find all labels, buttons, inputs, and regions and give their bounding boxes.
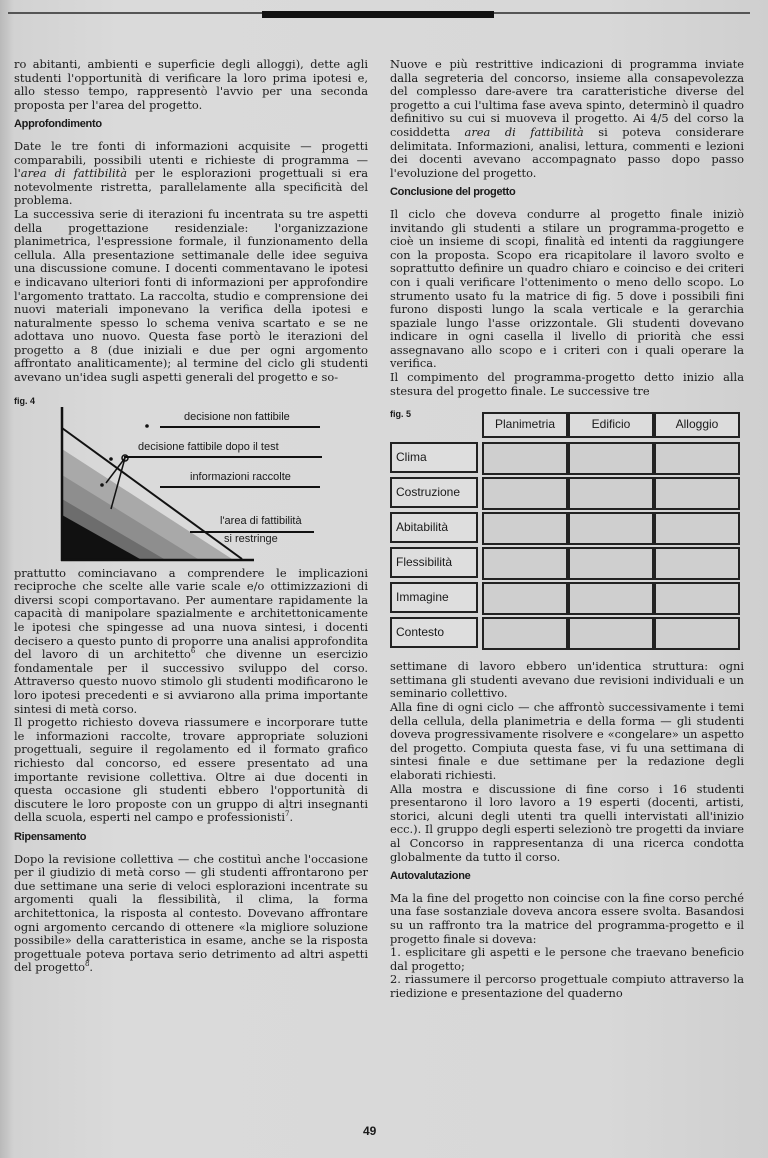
figure-label: fig. 4: [14, 395, 36, 406]
paragraph: La successiva serie di iterazioni fu incentrata su tre aspetti della progettazione residenziale: l'organizzazione planimetrica, l'espressione formale, il funzionamento della cellula. Alla presentazione settimanale delle idee seguiva una discussione comune. I docenti commentavano le ipotesi e indicavano ulteriori fonti di informazioni per approfondire l'argomento trattato. La raccolta, studio e comprensione dei nuovi materiali imponevano la verifica della ipotesi e naturalmente spesso lo schema veniva scartato e se ne adottava uno nuovo. Questa fase portò le iterazioni del progetto a 8 (due iniziali e due per ogni argomento affrontato analiticamente); al termine del ciclo gli studenti avevano un'idea sugli aspetti generali del progetto e so-: [14, 206, 368, 385]
figure-label: fig. 5: [390, 409, 412, 420]
paragraph: Il compimento del programma-progetto detto inizio alla stesura del progetto finale. Le successive tre: [390, 370, 744, 398]
paragraph: Dopo la revisione collettiva — che costituì anche l'occasione per il giudizio di metà corso — gli studenti affrontarono per due settimane una serie di veloci esplorazioni incentrate su argomenti quali la flessibilità, il clima, la forma architettonica, la risposta al contesto. Dovevano affrontare ogni argomento cercando di ottenere «la migliore soluzione possibile» della caratteristica in esame, anche se la risposta progettuale poteva portava serio detrimento ad altri aspetti del progetto$^8$.: [14, 851, 368, 975]
emphasis: area di fattibilità: [20, 166, 128, 181]
matrix-cell: [482, 547, 568, 580]
paragraph: Alla mostra e discussione di fine corso i 16 studenti presentarono il loro lavoro a 19 esperti (docenti, artisti, storici, alcuni degli utenti tra quelli intervistati all'inizio ecc.). Il gruppo degli esperti selezionò tre progetti da inviare al Concorso in rappresentanza di una ricerca condotta globalmente da tutto il corso.: [390, 781, 744, 864]
label-narrows: si restringe: [224, 532, 278, 545]
matrix-cell: [654, 512, 740, 545]
matrix-cell: [568, 582, 654, 615]
paragraph: Date le tre fonti di informazioni acquisite — progetti comparabili, possibili utenti e richieste di programma — l'area di fattibilità per le esplorazioni progettuali si era notevolmente ristretta, parallelamente alla specificità del problema.: [14, 138, 369, 208]
matrix-cell: [654, 547, 740, 580]
matrix-cell: [568, 442, 654, 475]
point: [100, 483, 104, 487]
matrix-cell: [654, 582, 740, 615]
matrix-row-label: Immagine: [390, 582, 478, 613]
section-heading-autovalutazione: Autovalutazione: [390, 870, 471, 883]
emphasis: area di fattibilità: [464, 124, 584, 139]
point: [109, 457, 113, 461]
list-item: 2. riassumere il percorso progettuale compiuto attraverso la riedizione e presentazione del quaderno: [390, 972, 744, 1000]
figure-5: [390, 408, 744, 660]
section-heading-ripensamento: Ripensamento: [14, 830, 87, 843]
matrix-cell: [568, 477, 654, 510]
page-number: 49: [363, 1124, 377, 1138]
right-column: [390, 58, 744, 1001]
matrix-cell: [654, 617, 740, 650]
left-column: [14, 58, 368, 975]
label-information-gathered: informazioni raccolte: [190, 470, 291, 483]
section-heading-approfondimento: Approfondimento: [14, 118, 102, 131]
matrix-cell: [482, 512, 568, 545]
matrix-cell: [654, 477, 740, 510]
footnote-ref: 7: [284, 810, 290, 819]
matrix-column-header: Alloggio: [654, 412, 740, 438]
matrix-column-header: Planimetria: [482, 412, 568, 438]
section-heading-conclusione: Conclusione del progetto: [390, 186, 516, 199]
matrix-cell: [482, 582, 568, 615]
paragraph: Il ciclo che doveva condurre al progetto finale iniziò invitando gli studenti a stilare un programma-progetto e cioè un insieme di scopi, finalità ed intenti da raggiungere con la proposta. Scopo era ricapitolare il lavoro svolto e soprattutto definire un quadro chiaro e coinciso e dei criteri con i quali verificare l'ottenimento o meno dello scopo. Lo strumento usato fu la matrice di fig. 5 dove i possibili fini furono disposti lungo la scala verticale e la gerarchia spaziale lungo l'asse orizzontale. Gli studenti dovevano indicare in ogni casella il livello di priorità che essi assegnavano allo scopo e i criteri con i quali operare la verifica.: [390, 206, 744, 371]
matrix-column-header: Edificio: [568, 412, 654, 438]
matrix-cell: [482, 477, 568, 510]
list-item: 1. esplicitare gli aspetti e le persone che traevano beneficio dal progetto;: [390, 945, 744, 973]
matrix-cell: [482, 442, 568, 475]
matrix-row-label: Clima: [390, 442, 478, 473]
matrix-row-label: Flessibilità: [390, 547, 478, 578]
paragraph: Il progetto richiesto doveva riassumere e incorporare tutte le informazioni raccolte, trovare appropriate soluzioni progettuali, seguire il regolamento ed il formato grafico richiesto dal concorso, ed essere presentato ad una importante revisione collettiva. Oltre ai due docenti in questa occasione gli studenti ebbero l'opportunità di discutere le loro proposte con un gruppo di altri insegnanti della scuola, esperti nel campo e professionisti$^7$.: [14, 715, 368, 825]
matrix-row-label: Abitabilità: [390, 512, 478, 543]
matrix-cell: [568, 512, 654, 545]
paragraph: prattutto cominciavano a comprendere le implicazioni reciproche che scelte alle varie scale e/o ottimizzazioni di diversi scopi comportavano. Per aumentare rapidamente la capacità di manipolare spazialmente e architettonicamente le ipotesi che spingesse ad una nuova sintesi, i docenti decisero a questo punto di proporre una analisi approfondita del lavoro di un architetto$^6$ che divenne un esercizio fondamentale per il successivo sviluppo del corso. Attraverso questo nuovo stimolo gli studenti modificarono le loro ipotesi precedenti e si avviarono alla prima importante sintesi di metà corso.: [14, 565, 368, 716]
paragraph: settimane di lavoro ebbero un'identica struttura: ogni settimana gli studenti avevano due revisioni individuali e un seminario collettivo.: [390, 659, 744, 701]
paragraph: ro abitanti, ambienti e superficie degli alloggi), dette agli studenti l'opportunità di verificare la loro prima ipotesi e, allo stesso tempo, rappresentò l'avvio per una seconda proposta per l'area del progetto.: [14, 57, 368, 112]
label-not-feasible: decisione non fattibile: [184, 410, 290, 423]
paragraph: Ma la fine del progetto non coincise con la fine corso perché una fase sostanziale doveva ancora essere svolta. Basandosi su un raffronto tra la matrice del programma-progetto e il progetto finale si doveva:: [390, 890, 744, 946]
point: [145, 424, 149, 428]
matrix-cell: [654, 442, 740, 475]
label-feasible-after-test: decisione fattibile dopo il test: [138, 440, 279, 453]
figure-4: [14, 395, 368, 567]
paragraph: Alla fine di ogni ciclo — che affrontò successivamente i temi della cellula, della planimetria e della forma — gli studenti doveva progressivamente risolvere e «congelare» un aspetto del progetto. Compiuta questa fase, vi fu una settimana di sintesi finale e due settimane per la redazione degli elaborati richiesti.: [390, 700, 744, 782]
matrix-cell: [482, 617, 568, 650]
matrix-row-label: Contesto: [390, 617, 478, 648]
label-area-feasibility: l'area di fattibilità: [220, 514, 302, 527]
top-rule-accent: [262, 11, 494, 18]
matrix-cell: [568, 617, 654, 650]
matrix-cell: [568, 547, 654, 580]
paragraph: Nuove e più restrittive indicazioni di programma inviate dalla segreteria del concorso, insieme alla consapevolezza del complesso dare-avere tra caratteristiche diverse del progetto a cui l'ultima fase aveva spinto, determinò il quadro definitivo su cui si muoveva il progetto. Ai 4/5 del corso la cosiddetta area di fattibilità si poteva considerare delimitata. Informazioni, analisi, lettura, commenti e lezioni dei docenti avevano accompagnato passo dopo passo l'evoluzione del progetto.: [390, 57, 744, 180]
footnote-ref: 6: [190, 647, 196, 656]
matrix-row-label: Costruzione: [390, 477, 478, 508]
footnote-ref: 8: [84, 960, 90, 969]
